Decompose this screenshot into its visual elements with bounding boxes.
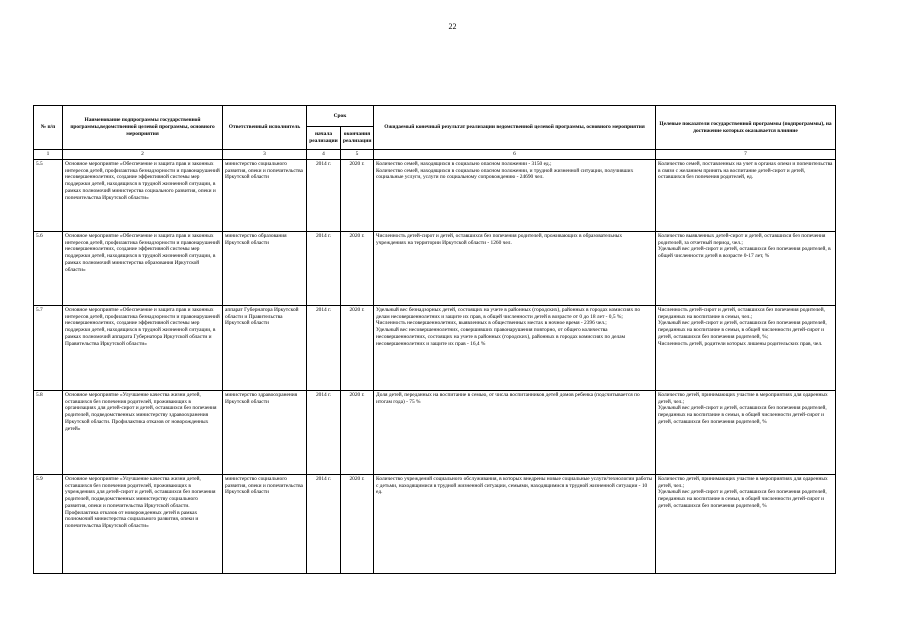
end-year: 2020 г. [341,390,374,474]
start-year: 2014 г. [307,231,341,305]
target-indicators [656,474,836,573]
header-executor: Ответственный исполнитель [223,106,307,150]
end-year: 2020 г. [341,231,374,305]
activity-name: Основное мероприятие «Улучшение качества жизни детей, оставшихся без попечения родителей, проживающих в учреждениях для детей-сирот и детей, оставшихся без попечения родителей, подведомственных министерству социального развития, опеки и попечительства Иркутской области. Профилактика отказов от новорожденных детей в рамках полномочий министерства социального развития, опеки и попечительства Иркутской области» [63,474,223,573]
row-number: 5.6 [34,231,63,305]
target-indicators [656,305,836,390]
start-year: 2014 г. [307,159,341,231]
program-table [33,105,836,574]
indicator-line: Удельный вес детей-сирот и детей, оставшихся без попечения родителей, в общей численности детей в возрасте 0-17 лет, % [658,246,831,259]
column-number: 4 [307,150,341,160]
executor: министерство здравоохранения Иркутской области [223,390,307,474]
page-number: 22 [448,22,457,31]
column-number: 6 [374,150,656,160]
expected-result [374,231,656,305]
indicator-line: Количество выявленных детей-сирот и детей, оставшихся без попечения родителей, за отчетный период, чел.; [658,232,826,246]
executor: министерство социального развития, опеки и попечительства Иркутской области [223,159,307,231]
result-line: Удельный вес несовершеннолетних, совершивших правонарушения повторно, от общего количества несовершеннолетних, состоящих на учете в районных (городских), районных в городах комиссиях по делам несовершеннолетних и защите их прав - 16,4 % [376,327,626,347]
header-no: № п/п [34,106,63,150]
column-number: 3 [223,150,307,160]
executor: аппарат Губернатора Иркутской области и Правительства Иркутской области [223,305,307,390]
header-start: начала реализации [307,127,341,150]
start-year: 2014 г. [307,474,341,573]
table-row [34,474,836,573]
header-indicators: Целевые показатели государственной программы (подпрограммы), на достижение которых оказывается влияние [656,106,836,150]
expected-result [374,390,656,474]
row-number: 5.7 [34,305,63,390]
start-year: 2014 г. [307,390,341,474]
row-number: 5.9 [34,474,63,573]
header-name: Наименование подпрограммы государственной программы,ведомственной целевой программы, основного мероприятия [63,106,223,150]
activity-name: Основное мероприятие «Обеспечение и защита прав и законных интересов детей, профилактика безнадзорности и правонарушений несовершеннолетних, создание эффективной системы мер поддержки детей, находящихся в трудной жизненной ситуации, в рамках полномочий министерства социального развития, опеки и попечительства Иркутской области» [63,159,223,231]
column-number: 2 [63,150,223,160]
result-line: Численность детей-сирот и детей, оставшихся без попечения родителей, проживающих в образовательных учреждениях на территории Иркутской области - 1260 чел. [376,232,623,246]
expected-result [374,159,656,231]
result-line: Количество семей, находящихся в социально опасном положении, и трудной жизненной ситуации, получивших социальные услуги, услуги по социальному сопровождению - 24690 чел. [376,167,634,181]
indicator-line: Количество детей, принимающих участие в мероприятиях для одаренных детей, чел.; [658,475,828,489]
indicator-line: Численность детей, родители которых лишены родительских прав, чел. [658,340,823,347]
indicator-line: Количество семей, поставленных на учет в органах опеки и попечительства в связи с желанием принять на воспитание детей-сирот и детей, оставшихся без попечения родителей, ед. [658,160,833,181]
end-year: 2020 г. [341,159,374,231]
table-row [34,231,836,305]
target-indicators [656,159,836,231]
header-end: окончания реализации [341,127,374,150]
result-line: Доля детей, переданных на воспитание в семью, от числа воспитанников детей домов ребенка (подсчитывается по итогам года) - 75 % [376,391,640,405]
target-indicators [656,231,836,305]
table-row [34,390,836,474]
target-indicators [656,390,836,474]
indicator-line: Удельный вес детей-сирот и детей, оставшихся без попечения родителей, переданных на воспитание в семьи, в общей численности детей-сирот и детей, оставшихся без попечения родителей, %; [658,320,827,340]
column-number-row [34,150,836,160]
end-year: 2020 г. [341,474,374,573]
activity-name: Основное мероприятие «Обеспечение и защита прав и законных интересов детей, профилактика безнадзорности и правонарушений несовершеннолетних, создание эффективной системы мер поддержки детей, находящихся в трудной жизненной ситуации, в рамках полномочий министерства образования Иркутской области» [63,231,223,305]
result-line: Количество учреждений социального обслуживания, в которых внедрены новые социальные услуги/технологии работы с детьми, находящимися в трудной жизненной ситуации, семьями, находящимися в трудной жизненной ситуации - 10 ед. [376,475,653,496]
indicator-line: Удельный вес детей-сирот и детей, оставшихся без попечения родителей, переданных на воспитание в семьи, в общей численности детей-сирот и детей, оставшихся без попечения родителей, % [658,405,827,425]
indicator-line: Численность детей-сирот и детей, оставшихся без попечения родителей, переданных на воспитание в семьи, чел.; [658,306,825,320]
header-term: Срок [307,106,374,127]
executor: министерство социального развития, опеки и попечительства Иркутской области [223,474,307,573]
activity-name: Основное мероприятие «Обеспечение и защита прав и законных интересов детей, профилактика безнадзорности и правонарушений несовершеннолетних, создание эффективной системы мер поддержки детей, находящихся в трудной жизненной ситуации, в рамках полномочий аппарата Губернатора Иркутской области и Правительства Иркутской области» [63,305,223,390]
executor: министерство образования Иркутской области [223,231,307,305]
row-number: 5.8 [34,390,63,474]
expected-result [374,305,656,390]
indicator-line: Удельный вес детей-сирот и детей, оставшихся без попечения родителей, переданных на воспитание в семьи, в общей численности детей-сирот и детей, оставшихся без попечения родителей, % [658,489,827,509]
row-number: 5.5 [34,159,63,231]
expected-result [374,474,656,573]
column-number: 1 [34,150,63,160]
column-number: 5 [341,150,374,160]
table-row [34,305,836,390]
end-year: 2020 г. [341,305,374,390]
column-number: 7 [656,150,836,160]
header-result: Ожидаемый конечный результат реализации ведомственной целевой программы, основного мероприятия [374,106,656,150]
result-line: Численность несовершеннолетних, выявленных в общественных местах в ночное время - 2396 чел.; [376,320,607,327]
result-line: Удельный вес безнадзорных детей, состоящих на учете в районных (городских), районных в городах комиссиях по делам несовершеннолетних и защите их прав, в общей численности детей в возрасте от 0 до 18 лет - 0,5 %; [376,306,641,320]
activity-name: Основное мероприятие «Улучшение качества жизни детей, оставшихся без попечения родителей, проживающих в организациях для детей-сирот и детей, оставшихся без попечения родителей, подведомственных министерству здравоохранения Иркутской области. Профилактика отказов от новорожденных детей» [63,390,223,474]
start-year: 2014 г. [307,305,341,390]
result-line: Количество семей, находящихся в социально опасном положении - 3150 ед.; [376,160,552,167]
table-row [34,159,836,231]
indicator-line: Количество детей, принимающих участие в мероприятиях для одаренных детей, чел.; [658,391,828,405]
